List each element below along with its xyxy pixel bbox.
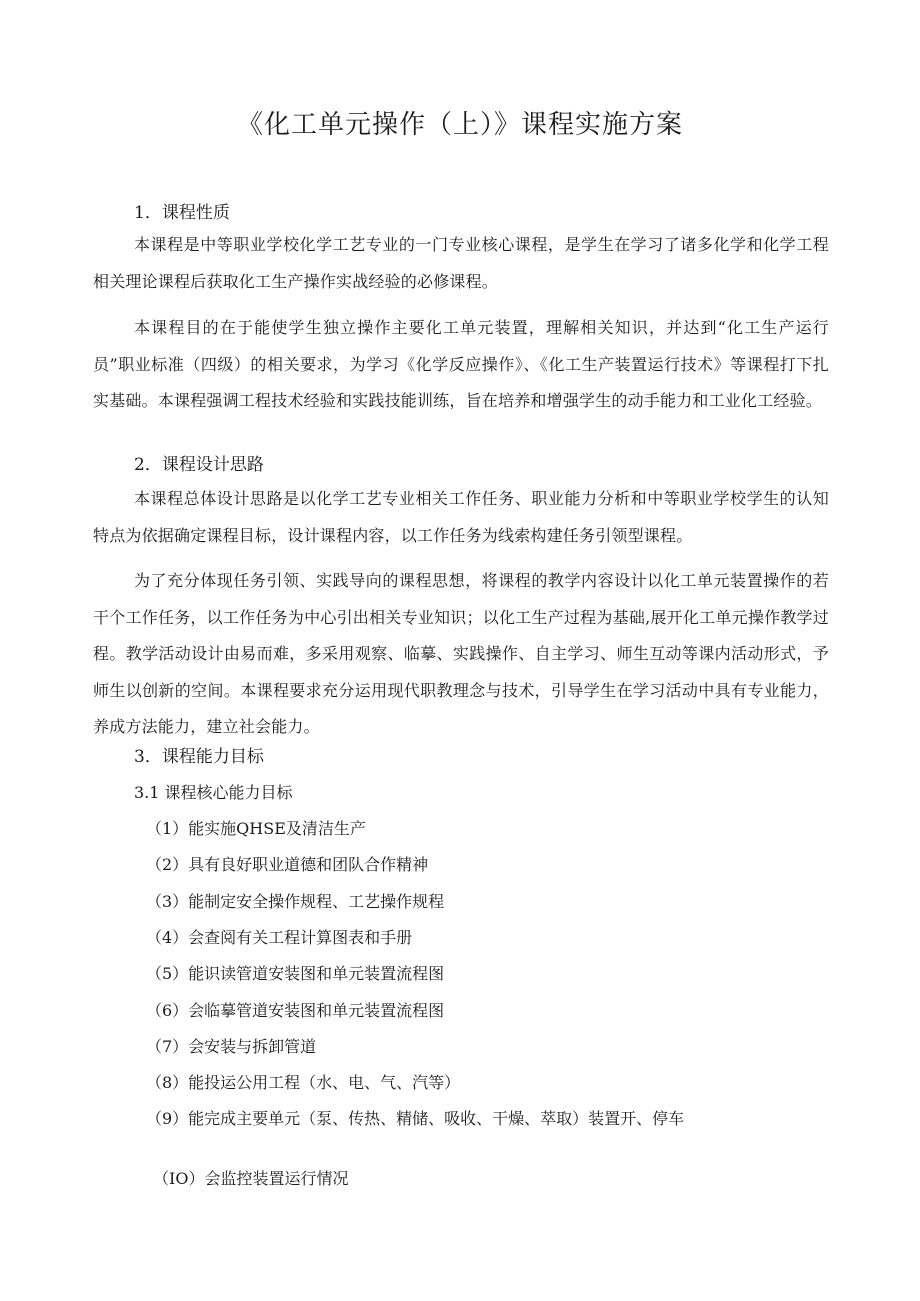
list-item: （3）能制定安全操作规程、工艺操作规程 [146,892,445,911]
subsection-heading: 3.1 课程核心能力目标 [134,783,293,802]
list-item: （8）能投运公用工程（水、电、气、汽等） [146,1073,461,1092]
list-item: （IO）会监控装置运行情况 [153,1169,349,1188]
paragraph: 本课程是中等职业学校化学工艺专业的一门专业核心课程，是学生在学习了诸多化学和化学工程相关理论课程后获取化工生产操作实战经验的必修课程。 [93,235,829,291]
list-item: （9）能完成主要单元（泵、传热、精储、吸收、干燥、萃取）装置开、停车 [146,1109,685,1128]
section-heading-ability-goals: 3．课程能力目标 [134,747,264,767]
paragraph: 为了充分体现任务引领、实践导向的课程思想，将课程的教学内容设计以化工单元装置操作的若干个工作任务，以工作任务为中心引出相关专业知识；以化工生产过程为基础,展开化工单元操作教学过程。教学活动设计由易而难，多采用观察、临摹、实践操作、自主学习、师生互动等课内活动形式，予师生以创新的空间。本课程要求充分运用现代职教理念与技术，引导学生在学习活动中具有专业能力，养成方法能力，建立社会能力。 [93,571,829,736]
list-item: （6）会临摹管道安装图和单元装置流程图 [146,1001,445,1020]
document-title: 《化工单元操作（上）》课程实施方案 [236,110,683,140]
list-item: （7）会安装与拆卸管道 [146,1037,317,1056]
paragraph: 本课程目的在于能使学生独立操作主要化工单元装置，理解相关知识，并达到“化工生产运行员”职业标准（四级）的相关要求，为学习《化学反应操作》、《化工生产装置运行技术》等课程打下扎实基础。本课程强调工程技术经验和实践技能训练，旨在培养和增强学生的动手能力和工业化工经验。 [93,318,829,410]
paragraph: 本课程总体设计思路是以化学工艺专业相关工作任务、职业能力分析和中等职业学校学生的认知特点为依据确定课程目标，设计课程内容，以工作任务为线索构建任务引领型课程。 [93,489,829,545]
section-heading-design-ideas: 2．课程设计思路 [134,455,264,475]
section-heading-course-nature: 1．课程性质 [134,203,230,223]
list-item: （4）会查阅有关工程计算图表和手册 [146,928,413,947]
list-item: （2）具有良好职业道德和团队合作精神 [146,855,429,874]
list-item: （1）能实施QHSE及清洁生产 [146,819,366,838]
list-item: （5）能识读管道安装图和单元装置流程图 [146,964,445,983]
